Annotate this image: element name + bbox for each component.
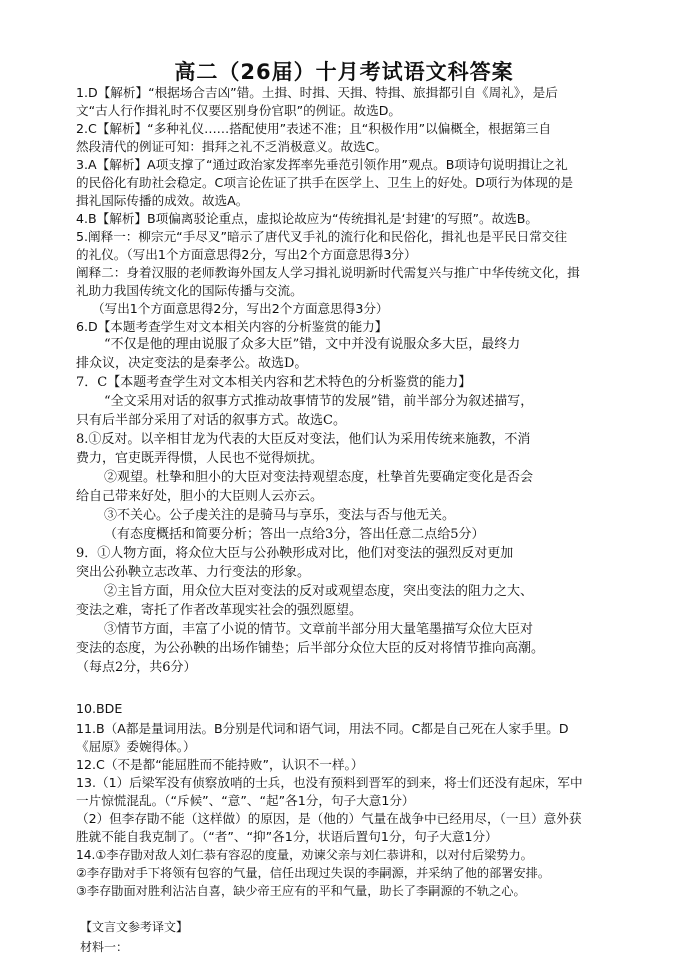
answer-line: ③李存勖面对胜利沾沾自喜，缺少帝王应有的平和气量，助长了李嗣源的不轨之心。 <box>76 884 526 898</box>
answer-line: 8.①反对。以辛相甘龙为代表的大臣反对变法，他们认为采用传统来施教，不消 <box>76 432 531 447</box>
scoring-note: （有态度概括和简要分析；答出一点给3分，答出任意二点给5分） <box>104 527 485 542</box>
answer-line: “全文采用对话的叙事方式推动故事情节的发展”错，前半部分为叙述描写， <box>104 394 534 409</box>
page-title: 高二（26届）十月考试语文科答案 <box>174 60 514 84</box>
scoring-note: （写出1个方面意思得2分，写出2个方面意思得3分） <box>92 301 389 316</box>
answer-line: 排众议，决定变法的是秦孝公。故选D。 <box>76 356 308 371</box>
answer-line: （2）但李存勖不能（这样做）的原因，是（他的）气量在战争中已经用尽，（一旦）意外获 <box>76 811 582 826</box>
answer-line: 的礼仪。（写出1个方面意思得2分，写出2个方面意思得3分） <box>76 247 417 262</box>
answer-line: 12.C（不是都“能屈胜而不能持败”，认识不一样。） <box>76 757 364 772</box>
answer-line: 的民俗化有助社会稳定。C项言论佐证了拱手在医学上、卫生上的好处。D项行为体现的是 <box>76 175 574 190</box>
answer-line: 《屈原》委婉得体。） <box>76 739 196 754</box>
answer-line: 7．C【本题考查学生对文本相关内容和艺术特色的分析鉴赏的能力】 <box>76 375 472 390</box>
material-label: 材料一： <box>80 940 129 954</box>
answer-line: 6.D【本题考查学生对文本相关内容的分析鉴赏的能力】 <box>76 319 388 334</box>
answer-line: 文“古人行作揖礼时不仅要区别身份官职”的例证。故选D。 <box>76 103 401 118</box>
answer-line: 阐释二：身着汉服的老师教诲外国友人学习揖礼说明新时代需复兴与推广中华传统文化，揖 <box>76 265 580 280</box>
answer-line: 2.C【解析】“多种礼仪……搭配使用”表述不准；且“积极作用”以偏概全，根据第三自 <box>76 121 552 136</box>
translation-heading: 【文言文参考译文】 <box>80 920 189 934</box>
answer-line: ②观望。杜挚和胆小的大臣对变法持观望态度，杜挚首先要确定变化是否会 <box>104 470 534 485</box>
answer-line: 礼助力我国传统文化的国际传播与交流。 <box>76 283 303 298</box>
answer-line: ②李存勖对手下将领有包容的气量，信任出现过失误的李嗣源，并采纳了他的部署安排。 <box>76 866 551 880</box>
answer-line: 胜就不能自我克制了。（“者”、“抑”各1分，状语后置句1分，句子大意1分） <box>76 829 498 844</box>
answer-line: 然段清代的例证可知：揖拜之礼不乏消极意义。故选C。 <box>76 139 388 154</box>
answer-line: 11.B（A都是量词用法。B分别是代词和语气词，用法不同。C都是自己死在人家手里。D <box>76 721 569 736</box>
answer-line: 1.D【解析】“根据场合吉凶”错。土揖、时揖、天揖、特揖、旅揖都引自《周礼》，是后 <box>76 85 558 100</box>
answer-line: 14.①李存勖对敌人刘仁恭有容忍的度量，劝谏父亲与刘仁恭讲和，以对付后梁势力。 <box>76 848 533 862</box>
answer-line: 3.A【解析】A项支撑了“通过政治家发挥率先垂范引领作用”观点。B项诗句说明揖让之礼 <box>76 157 568 172</box>
answer-line: 9．①人物方面，将众位大臣与公孙鞅形成对比，他们对变法的强烈反对更加 <box>76 546 514 561</box>
answer-line: 4.B【解析】B项偏离驳论重点，虚拟论故应为“传统揖礼是‘封建’的写照”。故选B。 <box>76 211 538 226</box>
answer-line: 13.（1）后梁军没有侦察放哨的士兵，也没有预料到晋军的到来，将士们还没有起床，军中 <box>76 775 583 790</box>
answer-line: ③不关心。公子虔关注的是骑马与享乐，变法与否与他无关。 <box>104 508 456 523</box>
answer-line: 只有后半部分采用了对话的叙事方式。故选C。 <box>76 413 346 428</box>
answer-line: 10.BDE <box>76 701 123 716</box>
scoring-note: （每点2分，共6分） <box>76 660 197 675</box>
answer-line: “不仅是他的理由说服了众多大臣”错，文中并没有说服众多大臣，最终力 <box>104 337 521 352</box>
answer-line: 5.阐释一：柳宗元“手尽叉”暗示了唐代叉手礼的流行化和民俗化，揖礼也是平民日常交往 <box>76 229 568 244</box>
answer-line: 变法的态度，为公孙鞅的出场作铺垫；后半部分众位大臣的反对将情节推向高潮。 <box>76 641 545 656</box>
answer-line: 变法之难，寄托了作者改革现实社会的强烈愿望。 <box>76 603 363 618</box>
answer-line: 一片惊慌混乱。（“斥候”、“意”、“起”各1分，句子大意1分） <box>76 793 415 808</box>
answer-line: 费力，官吏既弄得惯，人民也不觉得烦扰。 <box>76 451 324 466</box>
answer-line: 给自己带来好处，胆小的大臣则人云亦云。 <box>76 489 324 504</box>
answer-line: 揖礼国际传播的成效。故选A。 <box>76 193 249 208</box>
answer-line: 突出公孙鞅立志改革、力行变法的形象。 <box>76 565 311 580</box>
answer-line: ③情节方面，丰富了小说的情节。文章前半部分用大量笔墨描写众位大臣对 <box>104 622 534 637</box>
answer-line: ②主旨方面，用众位大臣对变法的反对或观望态度，突出变法的阻力之大、 <box>104 584 534 599</box>
